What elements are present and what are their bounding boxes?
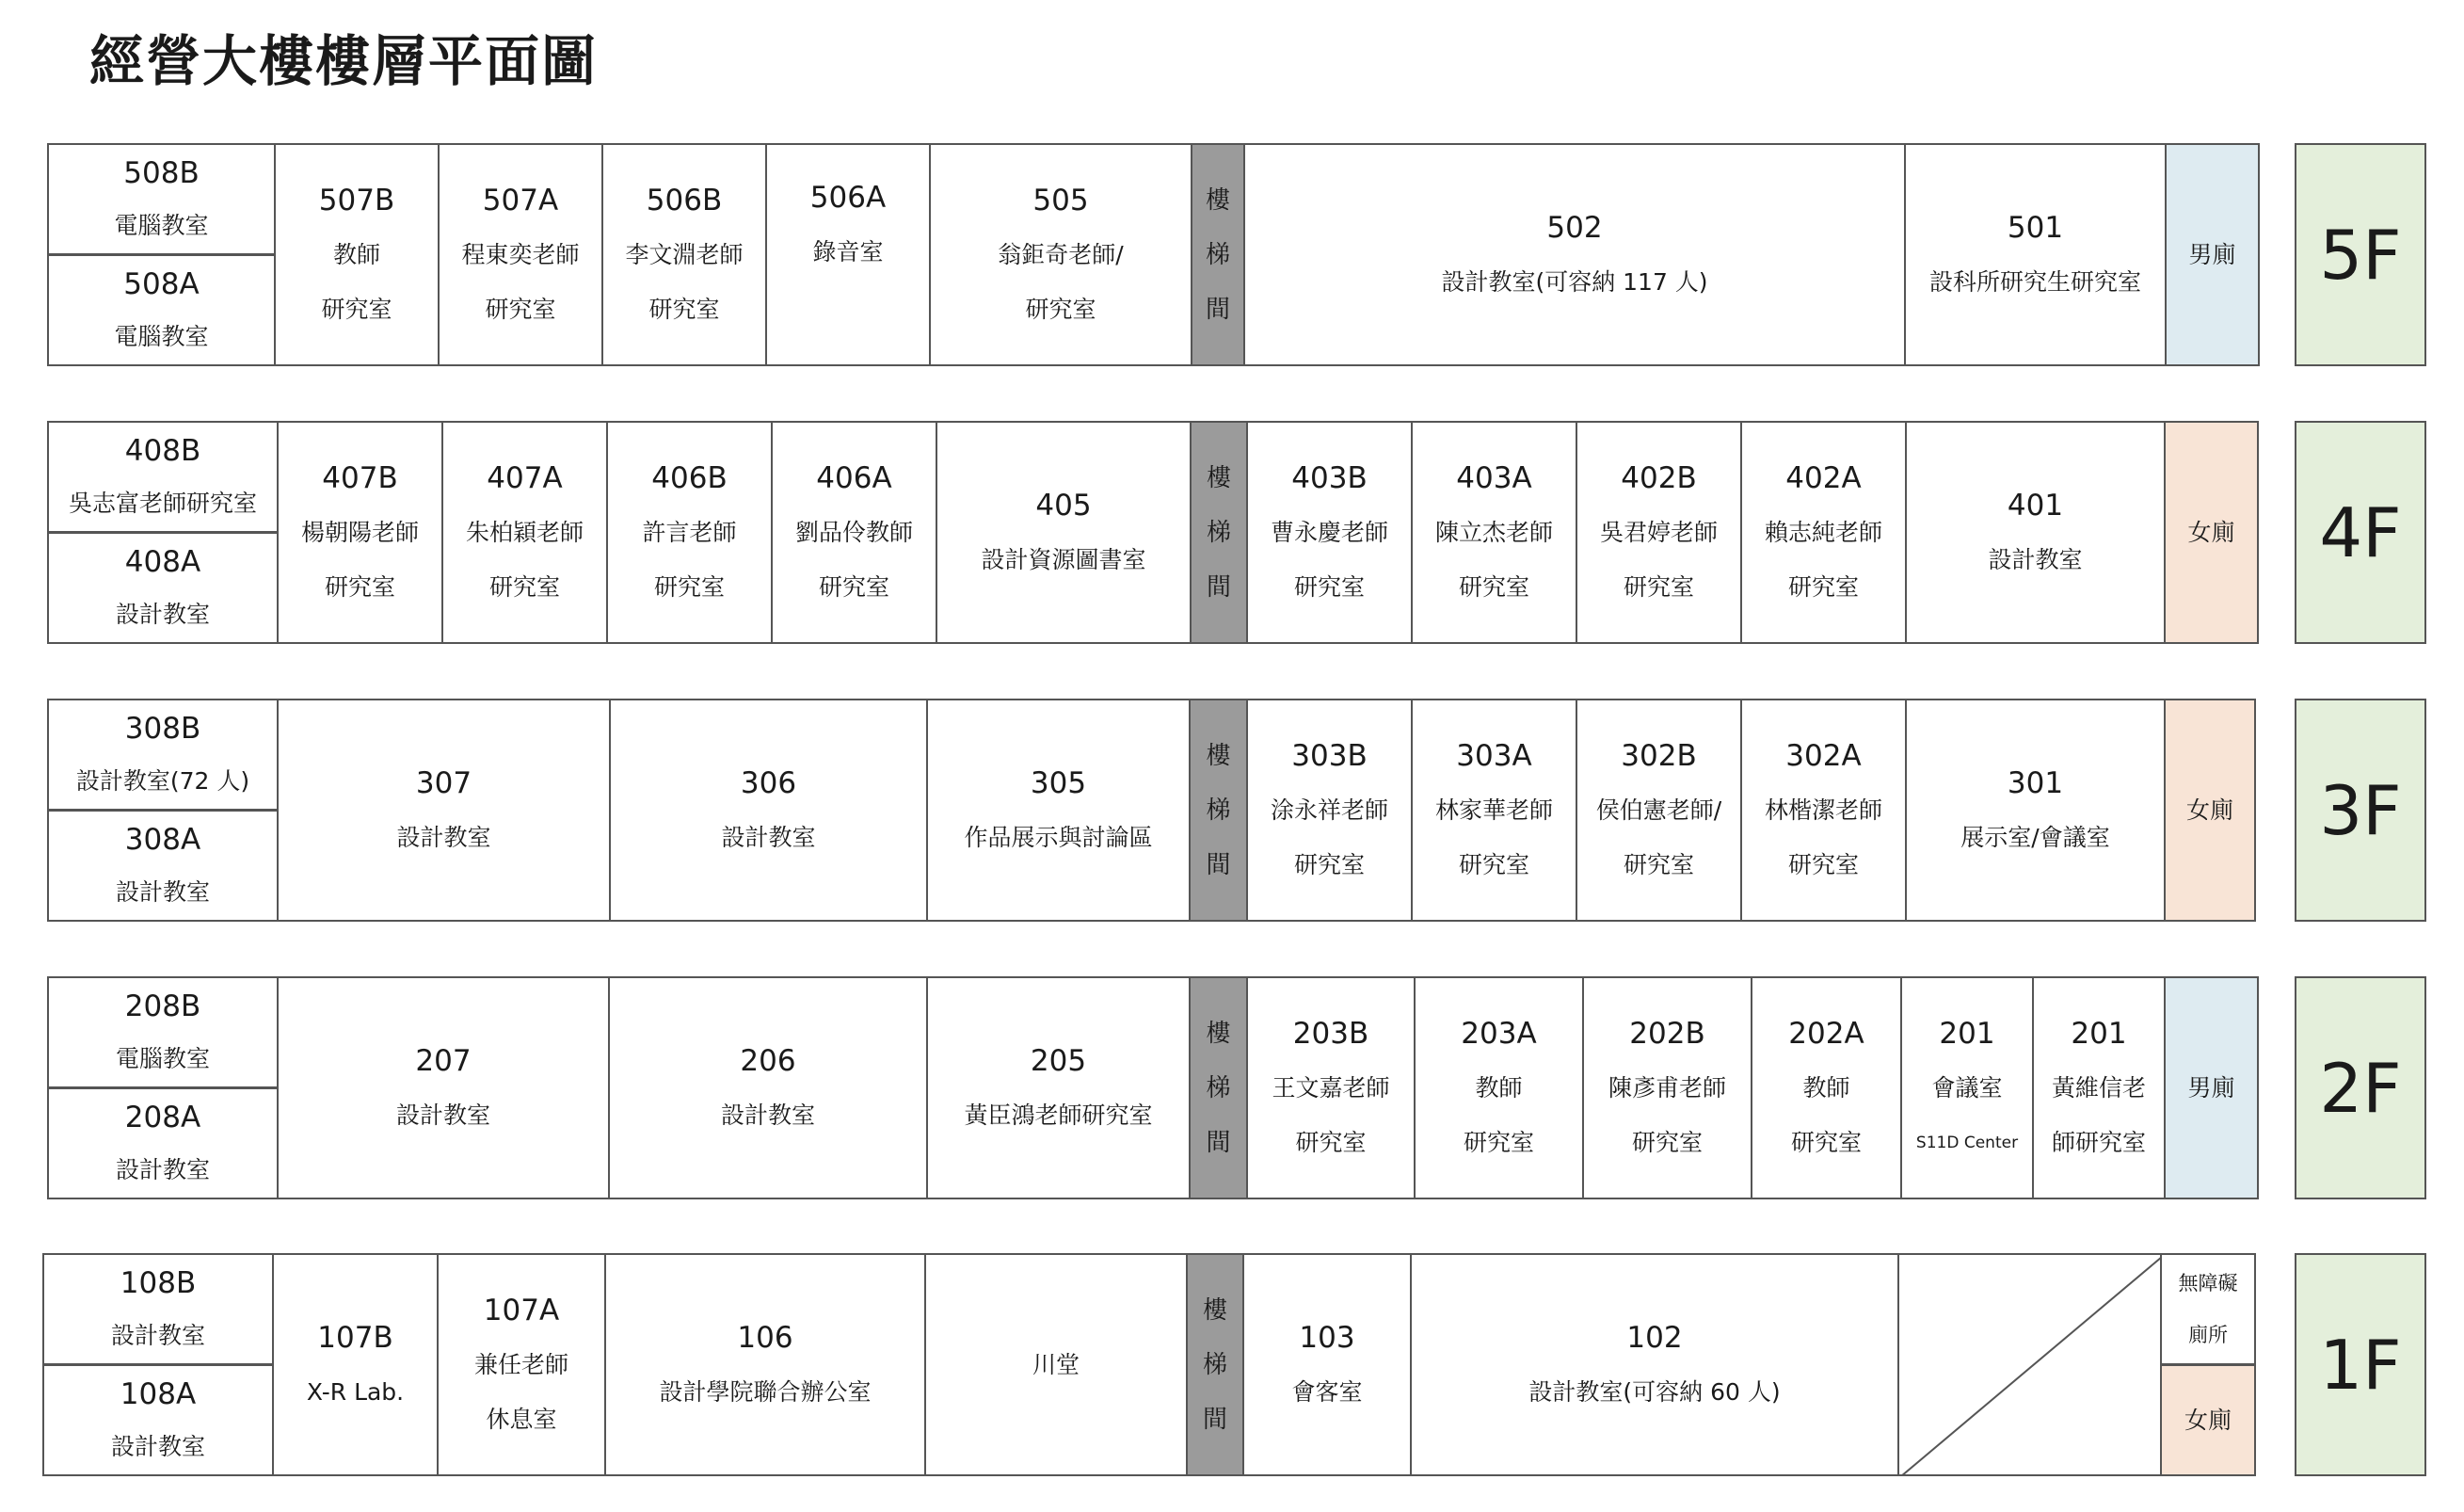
floor-1f <box>0 1253 2464 1476</box>
room-201-office: 201 黃維信老 師研究室 <box>2032 976 2166 1199</box>
room-403b: 403B 曹永慶老師 研究室 <box>1246 421 1413 644</box>
entrance-hall: 川堂 <box>924 1253 1188 1476</box>
room-306: 306 設計教室 <box>609 699 928 922</box>
floor-2f <box>0 976 2464 1199</box>
room-508b: 508B 電腦教室 <box>47 143 276 255</box>
room-201-meeting: 201 會議室 S11D Center <box>1900 976 2034 1199</box>
room-307: 307 設計教室 <box>277 699 611 922</box>
room-308b: 308B 設計教室(72 人) <box>47 699 279 811</box>
room-407b: 407B 楊朝陽老師 研究室 <box>277 421 443 644</box>
womens-restroom: 女廁 <box>2164 421 2259 644</box>
page-title: 經營大樓樓層平面圖 <box>89 29 599 93</box>
room-108a: 108A 設計教室 <box>42 1364 274 1476</box>
diagonal-line <box>1899 1255 2162 1476</box>
floor-badge-2f: 2F <box>2295 976 2426 1199</box>
room-303a: 303A 林家華老師 研究室 <box>1411 699 1577 922</box>
unused-space <box>1897 1253 2162 1476</box>
room-408b: 408B 吳志富老師研究室 <box>47 421 279 533</box>
room-502: 502 設計教室(可容納 117 人) <box>1243 143 1906 366</box>
room-308a: 308A 設計教室 <box>47 810 279 922</box>
floor-badge-4f: 4F <box>2295 421 2426 644</box>
room-102: 102 設計教室(可容納 60 人) <box>1410 1253 1899 1476</box>
accessible-restroom: 無障礙 廁所 <box>2160 1253 2256 1365</box>
floor-badge-1f: 1F <box>2295 1253 2426 1476</box>
mens-restroom: 男廁 <box>2165 143 2260 366</box>
room-301: 301 展示室/會議室 <box>1905 699 2166 922</box>
room-206: 206 設計教室 <box>608 976 928 1199</box>
room-508a: 508A 電腦教室 <box>47 254 276 366</box>
floor-3f <box>0 699 2464 922</box>
stairwell: 樓 梯 間 <box>1186 1253 1244 1476</box>
womens-restroom: 女廁 <box>2160 1364 2256 1476</box>
room-302a: 302A 林楷潔老師 研究室 <box>1740 699 1907 922</box>
room-108b: 108B 設計教室 <box>42 1253 274 1365</box>
stairwell: 樓 梯 間 <box>1189 699 1248 922</box>
room-208b: 208B 電腦教室 <box>47 976 279 1088</box>
room-403a: 403A 陳立杰老師 研究室 <box>1411 421 1577 644</box>
room-103: 103 會客室 <box>1242 1253 1412 1476</box>
room-506b: 506B 李文淵老師 研究室 <box>601 143 767 366</box>
floor-badge-5f: 5F <box>2295 143 2426 366</box>
room-107a: 107A 兼任老師 休息室 <box>437 1253 606 1476</box>
room-501: 501 設科所研究生研究室 <box>1904 143 2167 366</box>
room-208a: 208A 設計教室 <box>47 1087 279 1199</box>
mens-restroom: 男廁 <box>2164 976 2259 1199</box>
room-207: 207 設計教室 <box>277 976 610 1199</box>
room-506a: 506A 錄音室 <box>765 143 931 366</box>
womens-restroom: 女廁 <box>2164 699 2256 922</box>
room-507a: 507A 程東奕老師 研究室 <box>438 143 603 366</box>
stairwell: 樓 梯 間 <box>1189 976 1248 1199</box>
room-203b: 203B 王文嘉老師 研究室 <box>1246 976 1416 1199</box>
room-406b: 406B 許言老師 研究室 <box>606 421 773 644</box>
room-107b: 107B X-R Lab. <box>272 1253 439 1476</box>
room-205: 205 黃臣鴻老師研究室 <box>926 976 1191 1199</box>
floor-5f <box>0 143 2464 366</box>
room-402a: 402A 賴志純老師 研究室 <box>1740 421 1907 644</box>
room-202b: 202B 陳彥甫老師 研究室 <box>1582 976 1752 1199</box>
room-507b: 507B 教師 研究室 <box>274 143 440 366</box>
room-406a: 406A 劉品伶教師 研究室 <box>771 421 937 644</box>
room-203a: 203A 教師 研究室 <box>1414 976 1584 1199</box>
room-402b: 402B 吳君婷老師 研究室 <box>1576 421 1742 644</box>
room-305: 305 作品展示與討論區 <box>926 699 1191 922</box>
room-408a: 408A 設計教室 <box>47 532 279 644</box>
floor-4f <box>0 421 2464 644</box>
stairwell: 樓 梯 間 <box>1191 143 1245 366</box>
room-303b: 303B 涂永祥老師 研究室 <box>1246 699 1413 922</box>
room-401: 401 設計教室 <box>1905 421 2166 644</box>
stairwell: 樓 梯 間 <box>1190 421 1248 644</box>
room-405: 405 設計資源圖書室 <box>936 421 1192 644</box>
room-407a: 407A 朱柏穎老師 研究室 <box>441 421 608 644</box>
room-302b: 302B 侯伯憲老師/ 研究室 <box>1576 699 1742 922</box>
floor-badge-3f: 3F <box>2295 699 2426 922</box>
room-106: 106 設計學院聯合辦公室 <box>604 1253 926 1476</box>
room-505: 505 翁鉅奇老師/ 研究室 <box>929 143 1192 366</box>
room-202a: 202A 教師 研究室 <box>1751 976 1902 1199</box>
